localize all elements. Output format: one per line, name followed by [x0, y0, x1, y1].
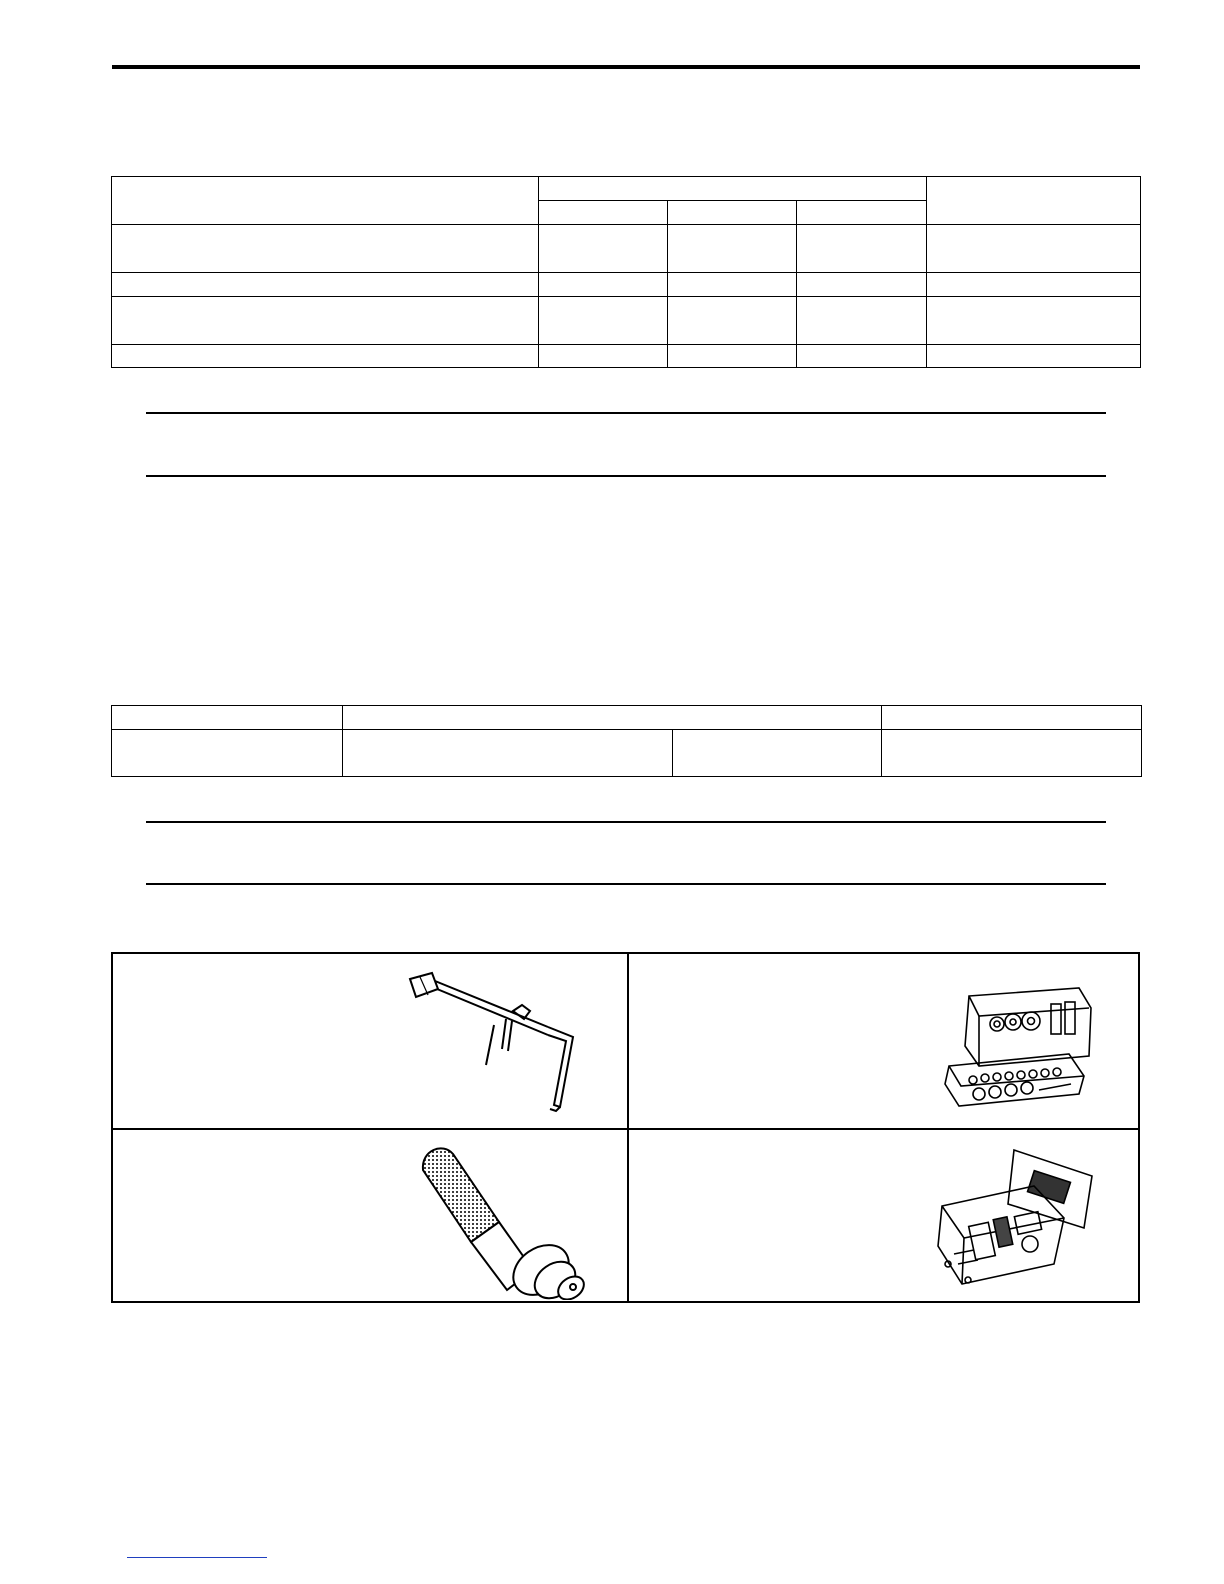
table-row: [112, 273, 1141, 297]
tool-cell-3: [113, 1130, 627, 1305]
spec-header-note: [927, 177, 1141, 225]
tool-cell-4: [629, 1130, 1142, 1305]
spec-subheader-3: [797, 201, 927, 225]
note-rule-top: [146, 412, 1106, 414]
note-rule-bottom: [146, 475, 1106, 477]
torque-header-part: [112, 706, 343, 730]
wrench-bar-tool-icon: [398, 969, 598, 1119]
table-row: [112, 225, 1141, 273]
spec-header-group: [539, 177, 927, 201]
knurled-drift-tool-icon: [403, 1130, 603, 1300]
tool-case-set-icon: [939, 966, 1099, 1121]
torque-header-note: [882, 706, 1142, 730]
specification-table: [111, 176, 1141, 368]
spec-subheader-1: [539, 201, 668, 225]
spec-subheader-2: [668, 201, 797, 225]
note-rule-top-2: [146, 821, 1106, 823]
tightening-table: [111, 705, 1142, 777]
torque-header-value: [343, 706, 882, 730]
tester-kit-case-icon: [934, 1146, 1099, 1286]
footer-link-underline: [127, 1557, 267, 1558]
table-row: [112, 730, 1142, 777]
table-row: [112, 297, 1141, 345]
spec-header-item: [112, 177, 539, 225]
note-rule-bottom-2: [146, 883, 1106, 885]
header-rule: [112, 65, 1140, 69]
tool-cell-2: [629, 954, 1142, 1128]
tool-cell-1: [113, 954, 627, 1128]
table-row: [112, 345, 1141, 368]
special-tools-grid: [111, 952, 1140, 1303]
